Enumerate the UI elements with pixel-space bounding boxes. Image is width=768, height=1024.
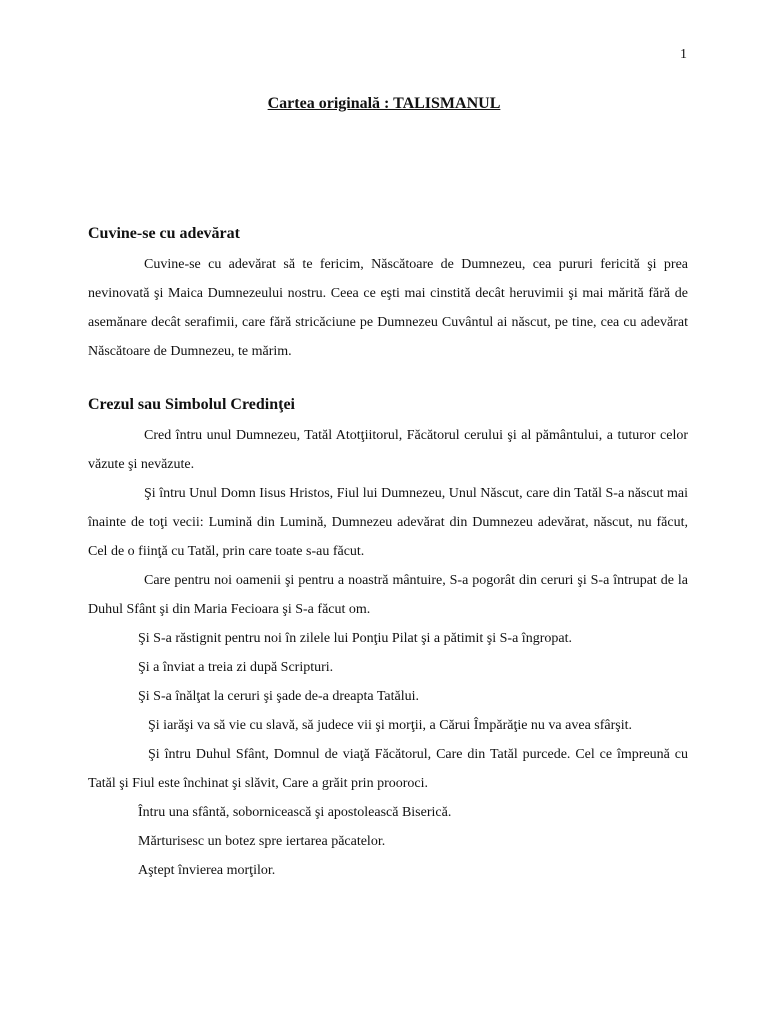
paragraph: Care pentru noi oamenii şi pentru a noastră mântuire, S-a pogorât din ceruri şi S-a întrupat de la Duhul Sfânt şi din Maria Fecioara şi S-a făcut om. [88,573,688,617]
section-heading: Crezul sau Simbolul Credinţei [88,396,295,413]
paragraph: Mărturisesc un botez spre iertarea păcatelor. [138,834,386,849]
section-heading: Cuvine-se cu adevărat [88,225,240,242]
section-body [88,250,688,366]
section-crezul [88,393,688,885]
paragraph: Şi S-a răstignit pentru noi în zilele lui Ponţiu Pilat şi a pătimit şi S-a îngropat. [138,631,572,646]
section-cuvine-se [88,222,688,366]
paragraph: Şi iarăşi va să vie cu slavă, să judece vii şi morţii, a Cărui Împărăţie nu va avea sfârşit. [148,718,633,733]
paragraph: Întru una sfântă, sobornicească şi apostolească Biserică. [138,805,452,820]
paragraph: Şi a înviat a treia zi după Scripturi. [138,660,334,675]
paragraph: Şi S-a înălţat la ceruri şi şade de-a dreapta Tatălui. [138,689,419,704]
page-number: 1 [680,47,687,62]
paragraph: Cred întru unul Dumnezeu, Tatăl Atotţiitorul, Făcătorul cerului şi al pământului, a tuturor celor văzute şi nevăzute. [88,428,688,472]
paragraph: Şi întru Duhul Sfânt, Domnul de viaţă Făcătorul, Care din Tatăl purcede. Cel ce împreună cu Tatăl şi Fiul este închinat şi slăvit, Care a grăit prin prooroci. [88,747,688,791]
document-title: Cartea originală : TALISMANUL [267,95,501,112]
paragraph: Cuvine-se cu adevărat să te fericim, Născătoare de Dumnezeu, cea pururi fericită şi prea nevinovată şi Maica Dumnezeului nostru. Ceea ce eşti mai cinstită decât heruvimii şi mai mărită fără de asemănare decât serafimii, care fără stricăciune pe Dumnezeu Cuvântul ai născut, pe tine, cea cu adevărat Născătoare de Dumnezeu, te mărim. [88,257,688,359]
section-body [88,421,688,885]
paragraph: Aştept învierea morţilor. [138,863,276,878]
document-body [88,222,688,885]
paragraph: Şi întru Unul Domn Iisus Hristos, Fiul lui Dumnezeu, Unul Născut, care din Tatăl S-a născut mai înainte de toţi vecii: Lumină din Lumină, Dumnezeu adevărat din Dumnezeu adevărat, născut, nu făcut, Cel de o fiinţă cu Tatăl, prin care toate s-au făcut. [88,486,688,559]
